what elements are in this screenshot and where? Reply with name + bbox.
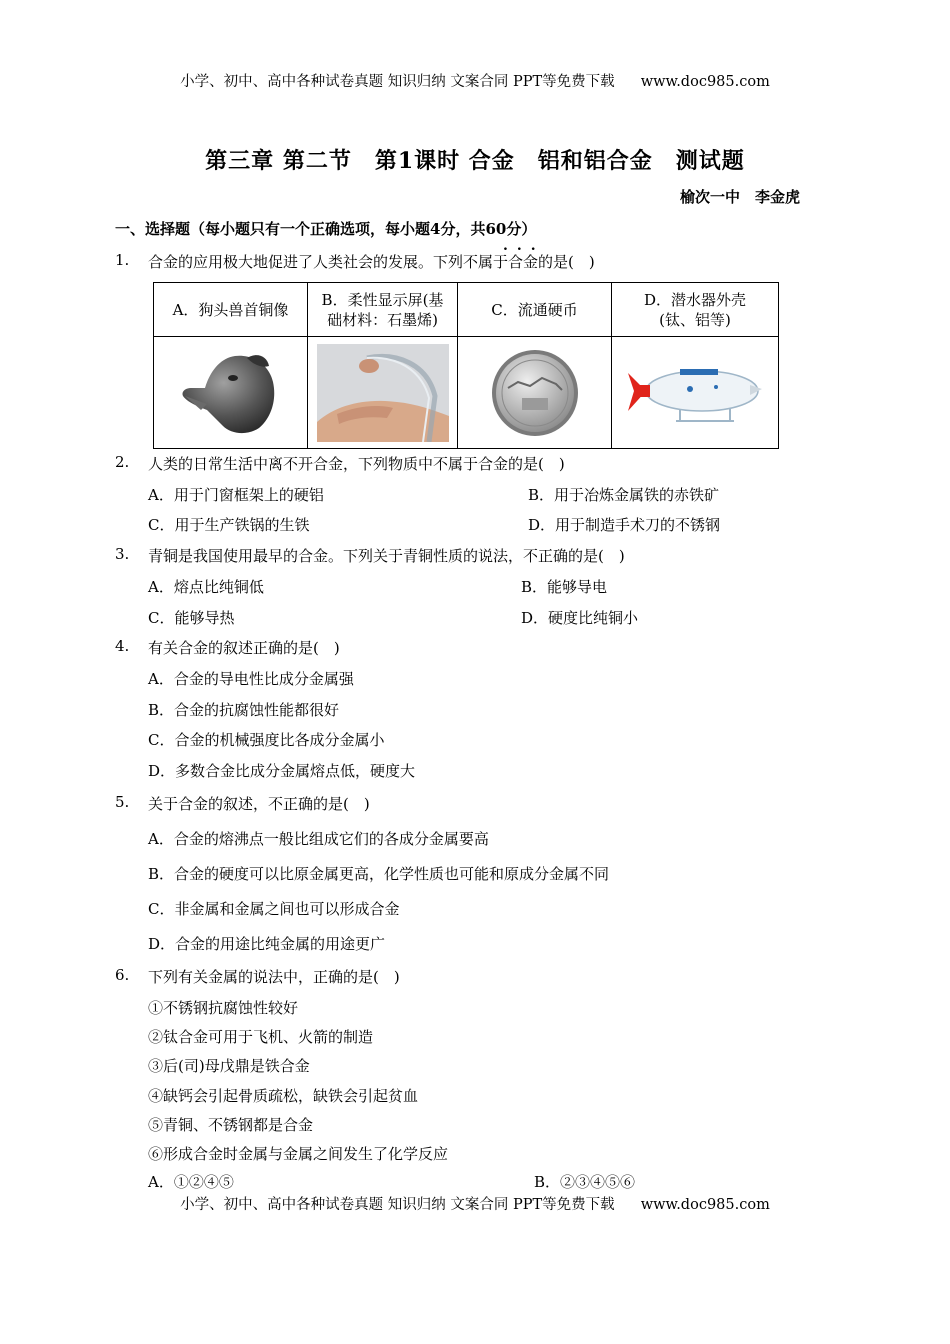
q1-options-table [153,282,779,449]
submersible-image [612,337,779,449]
q2-option-b[interactable]: B．用于冶炼金属铁的赤铁矿 [528,486,720,504]
page-header [0,70,950,91]
option-a-cell[interactable]: A．狗头兽首铜像 [154,283,308,337]
q6-item: ①不锈钢抗腐蚀性较好 [148,999,299,1017]
footer-site[interactable]: www.doc985.com [640,1197,770,1213]
q6-item: ③后(司)母戊鼎是铁合金 [148,1057,310,1075]
option-b-cell[interactable]: B．柔性显示屏(基 础材料：石墨烯) [308,283,458,337]
q4-option-c[interactable]: C．合金的机械强度比各成分金属小 [148,731,385,749]
coin-image [458,337,612,449]
author: 榆次一中 李金虎 [679,188,800,206]
q3-option-b[interactable]: B．能够导电 [521,578,608,596]
q3-option-a[interactable]: A．熔点比纯铜低 [148,578,264,596]
q2-option-c[interactable]: C．用于生产铁锅的生铁 [148,516,310,534]
q4-option-d[interactable]: D．多数合金比成分金属熔点低，硬度大 [148,762,416,780]
page-footer [0,1193,950,1214]
q6-item: ②钛合金可用于飞机、火箭的制造 [148,1028,374,1046]
header-site[interactable]: www.doc985.com [640,74,770,90]
flexible-screen-image [308,337,458,449]
q6-option-a[interactable]: A．①②④⑤ [148,1173,234,1191]
question-stem: 合金的应用极大地促进了人类社会的发展。下列不属于合金的是( ) [148,253,595,271]
q5-option-a[interactable]: A．合金的熔沸点一般比组成它们的各成分金属要高 [148,830,489,848]
q2-option-a[interactable]: A．用于门窗框架上的硬铝 [148,486,324,504]
footer-text: 小学、初中、高中各种试卷真题 知识归纳 文案合同 PPT等免费下载 [180,1197,615,1213]
dog-head-bronze-image [154,337,308,449]
page-title: 第三章 第二节 第1课时 合金 铝和铝合金 测试题 [205,148,745,174]
q2-option-d[interactable]: D．用于制造手术刀的不锈钢 [528,516,721,534]
option-d-cell[interactable]: D．潜水器外壳 (钛、铝等) [612,283,779,337]
option-c-cell[interactable]: C．流通硬币 [458,283,612,337]
q5-option-c[interactable]: C．非金属和金属之间也可以形成合金 [148,900,400,918]
section-heading: 一、选择题（每小题只有一个正确选项，每小题4分，共60分） [115,220,537,238]
q6-item: ⑤青铜、不锈钢都是合金 [148,1116,314,1134]
q5-option-b[interactable]: B．合金的硬度可以比原金属更高，化学性质也可能和原成分金属不同 [148,865,610,883]
emphasis-dots: ... [503,238,545,254]
q3-option-c[interactable]: C．能够导热 [148,609,235,627]
q4-option-b[interactable]: B．合金的抗腐蚀性能都很好 [148,701,340,719]
q3-option-d[interactable]: D．硬度比纯铜小 [521,609,639,627]
q4-option-a[interactable]: A．合金的导电性比成分金属强 [148,670,354,688]
question-number: 1. [115,251,130,269]
q6-option-b[interactable]: B．②③④⑤⑥ [534,1173,636,1191]
q5-option-d[interactable]: D．合金的用途比纯金属的用途更广 [148,935,386,953]
header-text: 小学、初中、高中各种试卷真题 知识归纳 文案合同 PPT等免费下载 [180,74,615,90]
q6-item: ⑥形成合金时金属与金属之间发生了化学反应 [148,1145,449,1163]
q6-item: ④缺钙会引起骨质疏松，缺铁会引起贫血 [148,1087,419,1105]
